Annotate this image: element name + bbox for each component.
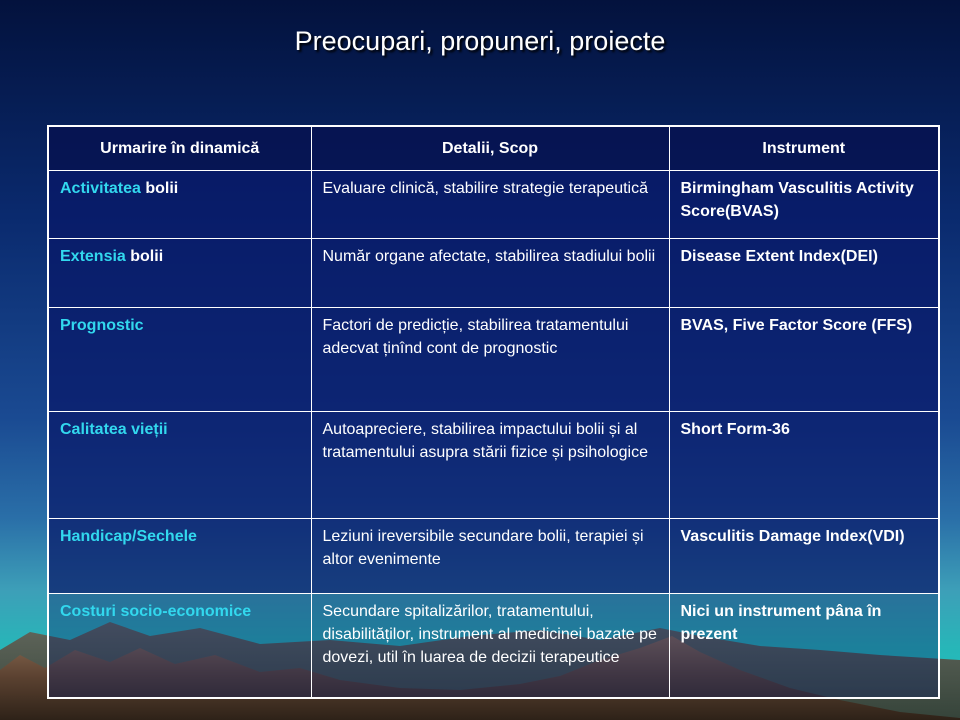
row-label bbox=[48, 411, 311, 518]
row-instrument: Disease Extent Index(DEI) bbox=[669, 238, 939, 307]
tracking-table bbox=[47, 125, 940, 699]
row-label bbox=[48, 238, 311, 307]
row-details: Secundare spitalizărilor, tratamentului, disabilităților, instrument al medicinei bazate pe dovezi, util în luarea de decizii terapeutice bbox=[311, 593, 669, 698]
table-header-row bbox=[48, 126, 939, 170]
row-details: Autoapreciere, stabilirea impactului bolii și al tratamentului asupra stării fizice și psihologice bbox=[311, 411, 669, 518]
header-cell: Instrument bbox=[669, 126, 939, 170]
row-label bbox=[48, 307, 311, 411]
row-label-highlight: Costuri socio-economice bbox=[60, 602, 252, 620]
row-label-highlight: Extensia bbox=[60, 247, 126, 265]
table-row bbox=[48, 411, 939, 518]
row-instrument: Birmingham Vasculitis Activity Score(BVAS) bbox=[669, 170, 939, 238]
header-cell: Urmarire în dinamică bbox=[48, 126, 311, 170]
row-instrument: Short Form-36 bbox=[669, 411, 939, 518]
row-label-highlight: Calitatea vieții bbox=[60, 420, 168, 438]
table-row bbox=[48, 518, 939, 593]
row-label-highlight: Prognostic bbox=[60, 316, 144, 334]
row-instrument: Vasculitis Damage Index(VDI) bbox=[669, 518, 939, 593]
row-instrument: Nici un instrument pâna în prezent bbox=[669, 593, 939, 698]
row-instrument: BVAS, Five Factor Score (FFS) bbox=[669, 307, 939, 411]
row-label-highlight: Activitatea bbox=[60, 179, 141, 197]
table-row bbox=[48, 593, 939, 698]
row-details: Număr organe afectate, stabilirea stadiului bolii bbox=[311, 238, 669, 307]
table-row bbox=[48, 170, 939, 238]
row-details: Factori de predicție, stabilirea tratamentului adecvat ținînd cont de prognostic bbox=[311, 307, 669, 411]
table-row bbox=[48, 238, 939, 307]
row-details: Evaluare clinică, stabilire strategie terapeutică bbox=[311, 170, 669, 238]
row-details: Leziuni ireversibile secundare bolii, terapiei și altor evenimente bbox=[311, 518, 669, 593]
row-label bbox=[48, 518, 311, 593]
table-row bbox=[48, 307, 939, 411]
row-label-rest: bolii bbox=[125, 247, 164, 265]
row-label bbox=[48, 593, 311, 698]
slide-title: Preocupari, propuneri, proiecte bbox=[294, 26, 666, 56]
row-label bbox=[48, 170, 311, 238]
row-label-rest: bolii bbox=[140, 179, 179, 197]
row-label-highlight: Handicap/Sechele bbox=[60, 527, 197, 545]
header-cell: Detalii, Scop bbox=[311, 126, 669, 170]
